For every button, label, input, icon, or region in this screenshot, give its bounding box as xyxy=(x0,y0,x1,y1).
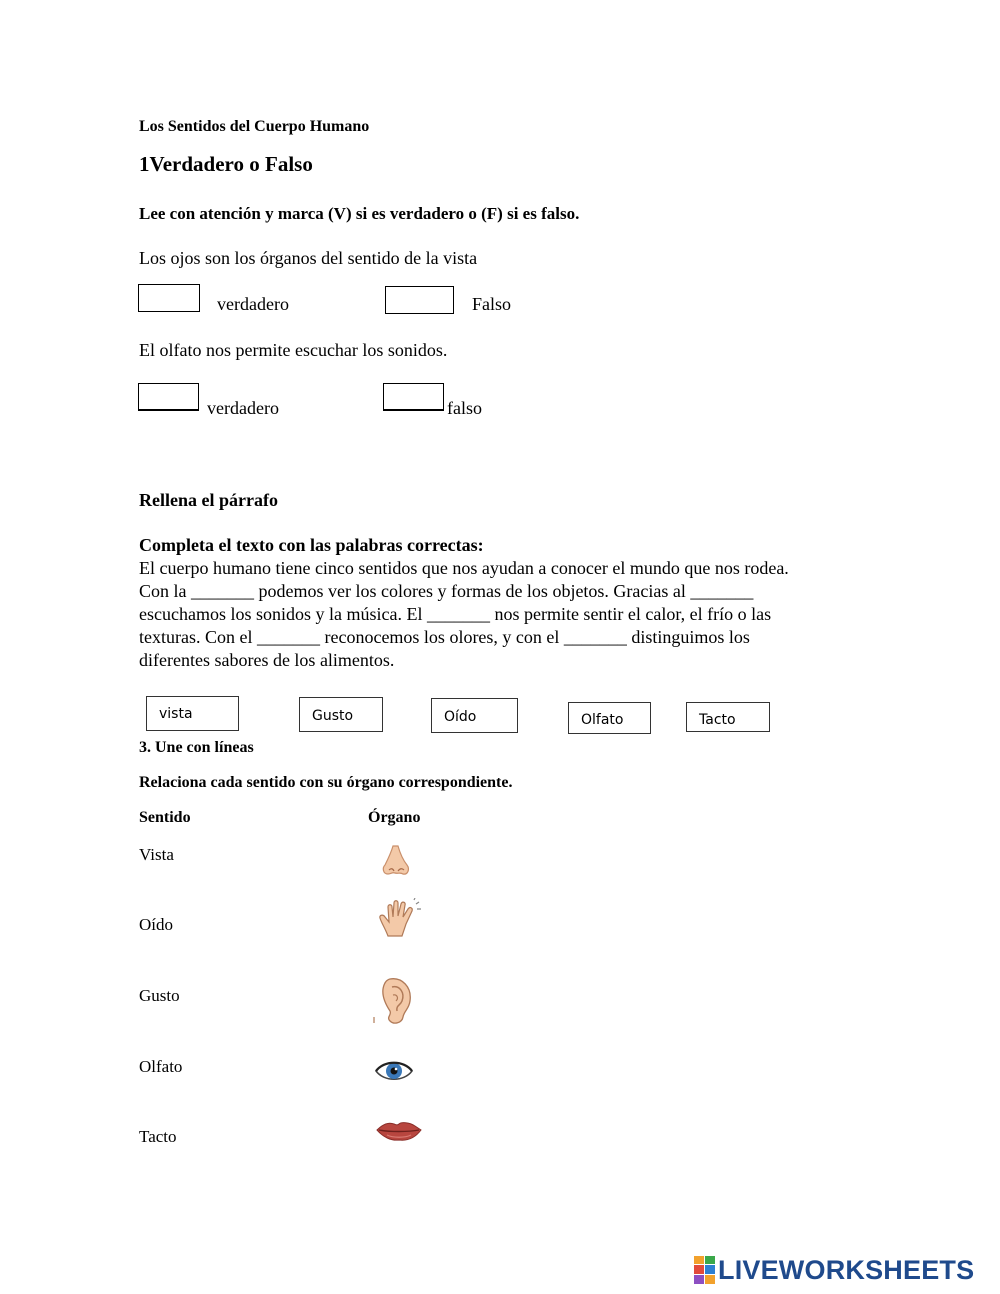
paragraph-line: escuchamos los sonidos y la música. El _______ nos permite sentir el calor, el frío o las xyxy=(139,604,772,624)
logo-blocks-icon xyxy=(694,1256,716,1284)
word-bank-gusto[interactable]: Gusto xyxy=(299,697,383,732)
ear-icon[interactable] xyxy=(372,975,416,1025)
paragraph-line: texturas. Con el _______ reconocemos los olores, y con el _______ distinguimos los xyxy=(139,627,750,647)
lips-icon[interactable] xyxy=(375,1120,423,1142)
brand-name: LIVEWORKSHEETS xyxy=(718,1254,975,1285)
q1-false-checkbox[interactable] xyxy=(385,286,454,314)
section3-instruction: Relaciona cada sentido con su órgano correspondiente. xyxy=(139,774,513,791)
hand-icon[interactable] xyxy=(376,898,424,938)
q1-true-checkbox[interactable] xyxy=(138,284,200,312)
section1-heading: 1Verdadero o Falso xyxy=(139,152,313,176)
q2-true-checkbox[interactable] xyxy=(138,383,199,411)
q2-false-label: falso xyxy=(447,398,482,418)
q2-false-checkbox[interactable] xyxy=(383,383,444,411)
sense-item[interactable]: Oído xyxy=(139,915,173,934)
q1-false-label: Falso xyxy=(472,294,512,314)
col-sense-header: Sentido xyxy=(139,809,191,826)
paragraph-line: Con la _______ podemos ver los colores y formas de los objetos. Gracias al _______ xyxy=(139,581,754,601)
paragraph-line: diferentes sabores de los alimentos. xyxy=(139,650,395,670)
q2-true-label: verdadero xyxy=(207,398,279,418)
word-bank-oido[interactable]: Oído xyxy=(431,698,518,733)
q1-statement: Los ojos son los órganos del sentido de la vista xyxy=(139,248,478,268)
col-organ-header: Órgano xyxy=(368,809,421,826)
section3-heading: 3. Une con líneas xyxy=(139,739,254,756)
sense-item[interactable]: Olfato xyxy=(139,1057,183,1076)
nose-icon[interactable] xyxy=(378,843,414,877)
eye-icon[interactable] xyxy=(374,1058,414,1084)
q1-true-label: verdadero xyxy=(217,294,289,314)
section2-heading: Rellena el párrafo xyxy=(139,490,278,510)
word-bank-vista[interactable]: vista xyxy=(146,696,239,731)
word-bank-olfato[interactable]: Olfato xyxy=(568,702,651,734)
sense-item[interactable]: Tacto xyxy=(139,1127,177,1146)
liveworksheets-logo xyxy=(694,1253,974,1287)
paragraph-line: El cuerpo humano tiene cinco sentidos que nos ayudan a conocer el mundo que nos rodea. xyxy=(139,558,789,578)
sense-item[interactable]: Vista xyxy=(139,845,174,864)
section1-instruction: Lee con atención y marca (V) si es verdadero o (F) si es falso. xyxy=(139,204,580,223)
sense-item[interactable]: Gusto xyxy=(139,986,180,1005)
q2-statement: El olfato nos permite escuchar los sonidos. xyxy=(139,340,448,360)
word-bank-tacto[interactable]: Tacto xyxy=(686,702,770,732)
section2-instruction: Completa el texto con las palabras correctas: xyxy=(139,535,484,555)
fill-paragraph xyxy=(139,557,859,672)
worksheet-title: Los Sentidos del Cuerpo Humano xyxy=(139,118,370,135)
